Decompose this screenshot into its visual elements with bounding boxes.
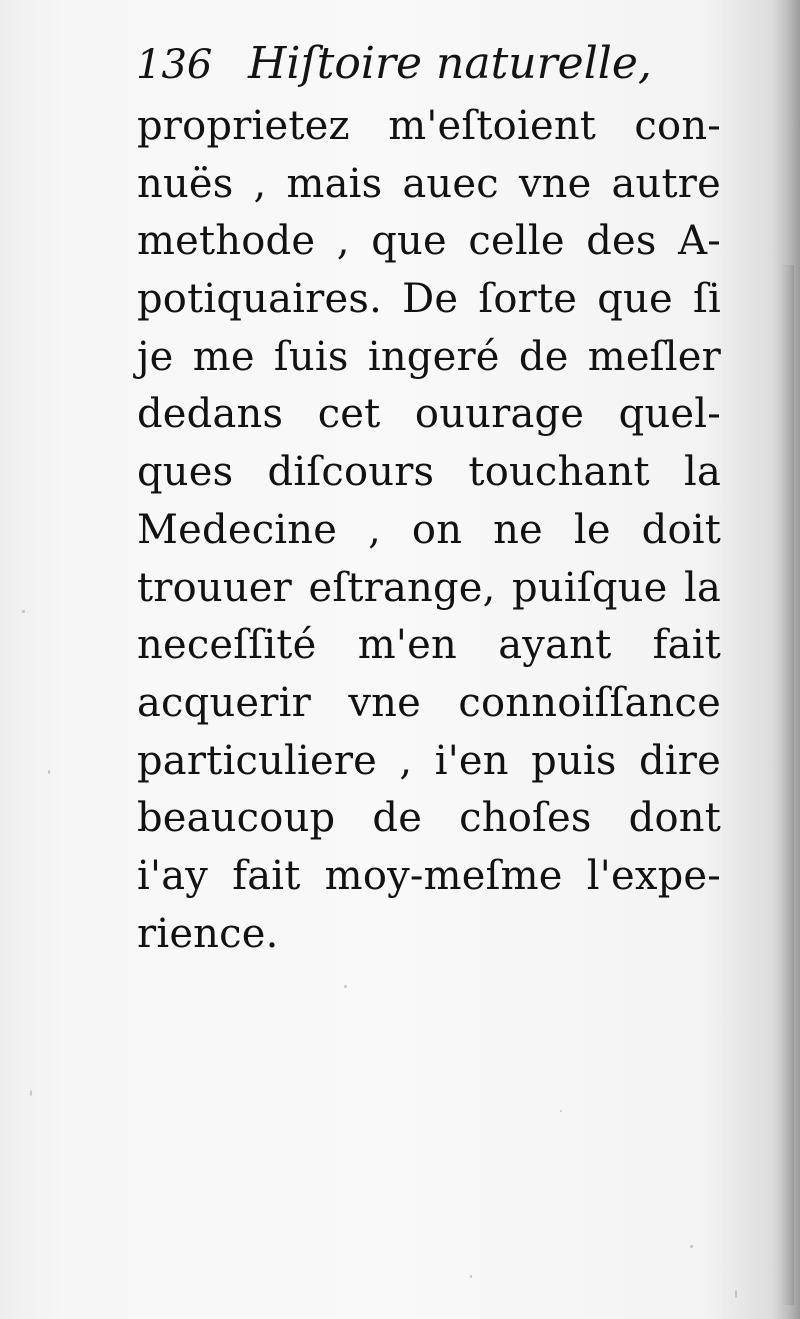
- page-number: 136: [136, 42, 213, 88]
- text-line: dedans cet ouurage quel-: [137, 391, 721, 438]
- paper-speck: [690, 1245, 693, 1248]
- running-head: [136, 38, 726, 102]
- page-edge-shadow: [770, 0, 800, 1319]
- text-line: ques diſcours touchant la: [137, 449, 721, 496]
- paper-speck: [470, 1275, 472, 1278]
- body-text: [137, 98, 721, 963]
- paper-speck: [560, 1110, 562, 1112]
- text-line: particuliere , i'en puis dire: [137, 737, 721, 784]
- paper-speck: [735, 1290, 737, 1298]
- paper-speck: [30, 1090, 32, 1096]
- paper-speck: [48, 770, 50, 774]
- text-line: acquerir vne connoiſſance: [137, 679, 721, 726]
- paper-speck: [22, 610, 25, 613]
- text-line: proprietez m'eſtoient con-: [137, 103, 721, 149]
- text-line: neceſſité m'en ayant fait: [137, 622, 721, 669]
- text-line: i'ay fait moy-meſme l'expe-: [137, 852, 721, 899]
- text-line: nuës , mais auec vne autre: [137, 160, 721, 207]
- text-line: rience.: [137, 910, 279, 957]
- text-line: Medecine , on ne le doit: [137, 506, 721, 553]
- paper-speck: [344, 985, 347, 988]
- text-line: trouuer eſtrange, puiſque la: [137, 564, 721, 611]
- text-line: beaucoup de choſes dont: [137, 795, 721, 842]
- text-line: potiquaires. De ſorte que ſi: [137, 276, 721, 323]
- text-line: methode , que celle des A-: [137, 218, 721, 265]
- running-title: Hiſtoire naturelle,: [248, 38, 652, 89]
- text-line: je me ſuis ingeré de meſler: [137, 333, 721, 380]
